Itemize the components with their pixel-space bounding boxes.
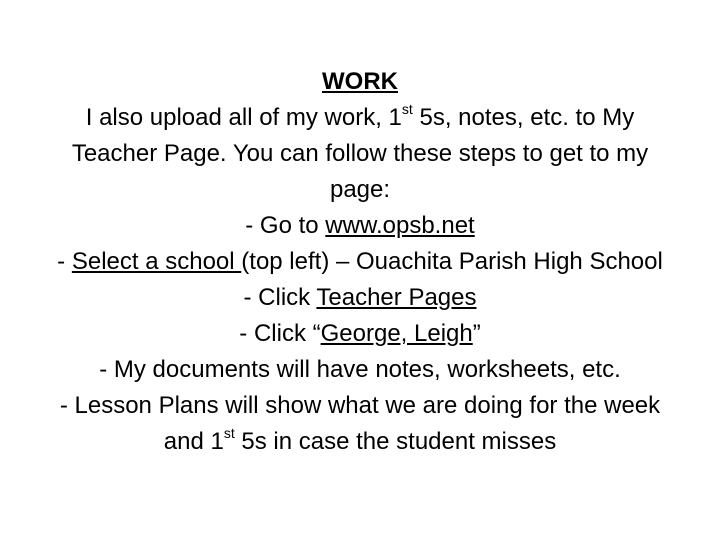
step-2-prefix: - (57, 248, 72, 275)
intro-line-3: page: (329, 176, 391, 203)
intro-text-1a: I also upload all of my work, 1 (85, 104, 402, 131)
ordinal-suffix-2: st (223, 425, 235, 441)
step-select-school (0, 244, 720, 280)
closing-text-a: and 1 (163, 428, 224, 455)
teacher-name-link[interactable]: George, Leigh (320, 320, 473, 347)
teacher-pages-link[interactable]: Teacher Pages (316, 284, 477, 311)
step-lesson-plans: - Lesson Plans will show what we are doing for the week (59, 392, 661, 419)
step-4-prefix: - Click “ (239, 320, 321, 347)
step-closing (0, 424, 720, 460)
step-2-suffix: (top left) – Ouachita Parish High School (241, 248, 663, 275)
step-teacher-pages (0, 280, 720, 316)
select-school-link[interactable]: Select a school (71, 248, 242, 275)
step-1-prefix: - Go to (245, 212, 326, 239)
slide-text (0, 64, 720, 460)
closing-text-b: 5s in case the student misses (234, 428, 557, 455)
ordinal-suffix: st (401, 101, 413, 117)
intro-line-1 (0, 100, 720, 136)
intro-text-1b: 5s, notes, etc. to My (412, 104, 635, 131)
step-3-prefix: - Click (243, 284, 317, 311)
intro-line-2: Teacher Page. You can follow these steps to get to my (71, 140, 649, 167)
step-teacher-name (0, 316, 720, 352)
website-link[interactable]: www.opsb.net (325, 212, 475, 239)
step-4-suffix: ” (472, 320, 481, 347)
step-go-to-site (0, 208, 720, 244)
slide-title: WORK (322, 68, 398, 95)
step-documents: - My documents will have notes, worksheets, etc. (99, 356, 621, 383)
